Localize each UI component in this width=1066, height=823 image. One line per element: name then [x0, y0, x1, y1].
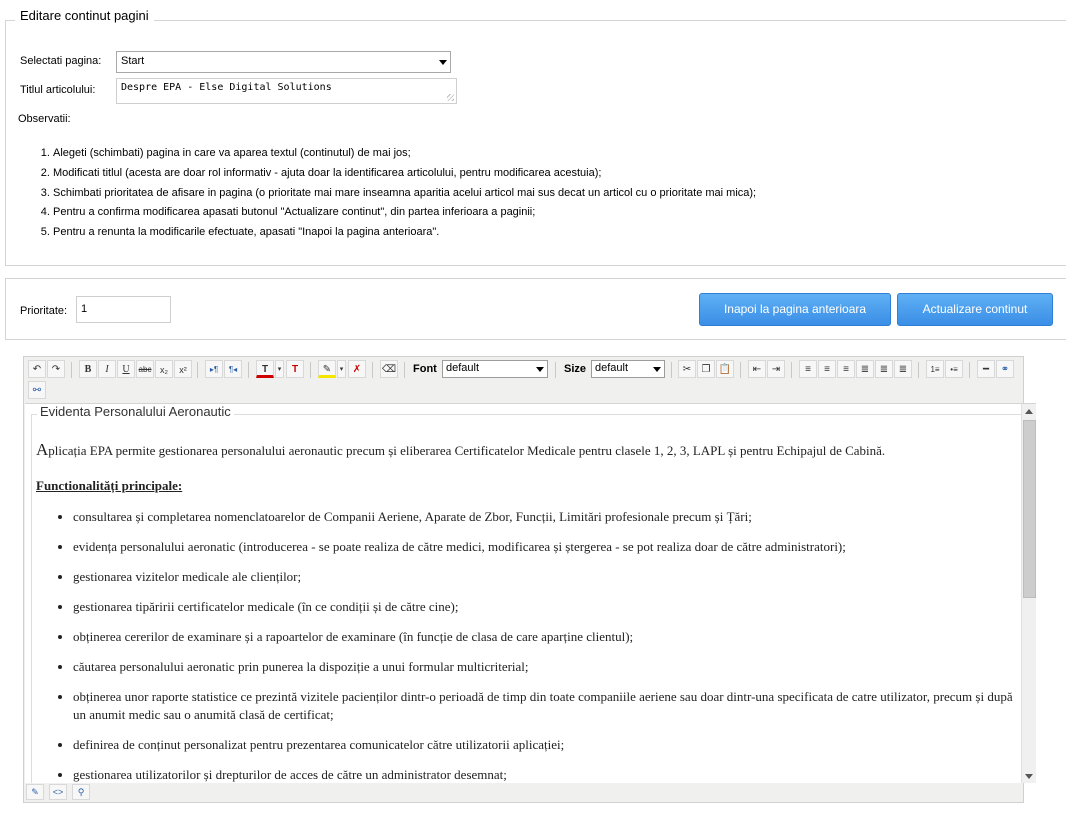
text-color-icon[interactable]: T	[256, 360, 274, 378]
design-mode-icon[interactable]: ✎	[26, 784, 44, 800]
redo-icon[interactable]: ↷	[47, 360, 65, 378]
underline-icon[interactable]: U	[117, 360, 135, 378]
strikethrough-icon[interactable]: abc	[136, 360, 154, 378]
priority-input[interactable]: 1	[76, 296, 171, 323]
toolbar-separator	[671, 362, 672, 378]
copy-icon[interactable]: ❐	[697, 360, 715, 378]
undo-icon[interactable]: ↶	[28, 360, 46, 378]
font-label: Font	[413, 363, 437, 375]
resize-grip-icon[interactable]	[447, 94, 454, 101]
toolbar-separator	[372, 362, 373, 378]
indent-icon[interactable]: ⇥	[767, 360, 785, 378]
observation-item: 3. Schimbati prioritatea de afisare in pagina (o prioritate mai mare inseamna aparitia acelui articol mai sus decat un articol cu o prioritate mai mica);	[53, 184, 756, 204]
observation-item: 1. Alegeti (schimbati) pagina in care va aparea textul (continutul) de mai jos;	[53, 144, 756, 164]
eraser-icon[interactable]: ⌫	[380, 360, 398, 378]
justify-all-icon[interactable]: ≣	[894, 360, 912, 378]
ltr-icon[interactable]: ▸¶	[205, 360, 223, 378]
editor-content-area[interactable]	[25, 403, 1036, 783]
toolbar-separator	[555, 362, 556, 378]
toolbar-separator	[791, 362, 792, 378]
align-center-icon[interactable]: ≡	[818, 360, 836, 378]
article-title-value: Despre EPA - Else Digital Solutions	[121, 82, 332, 93]
observations-label: Observatii:	[18, 113, 71, 125]
list-item: • gestionarea tipăririi certificatelor medicale (în ce condiții și de către cine);	[73, 598, 1025, 616]
scroll-down-icon[interactable]	[1025, 774, 1033, 779]
select-page-label: Selectati pagina:	[20, 55, 102, 67]
list-item: • definirea de conținut personalizat pentru prezentarea comunicatelor către utilizatorii aplicației;	[73, 736, 1025, 754]
article-title-label: Titlul articolului:	[20, 84, 96, 96]
toolbar-separator	[197, 362, 198, 378]
toolbar-separator	[71, 362, 72, 378]
size-label: Size	[564, 363, 587, 375]
select-page-dropdown[interactable]	[116, 51, 451, 73]
size-select-value: default	[595, 362, 629, 374]
drop-cap: A	[36, 440, 49, 459]
back-button[interactable]: Inapoi la pagina anterioara	[699, 293, 891, 326]
preview-icon[interactable]: ⚲	[72, 784, 90, 800]
justify-full-icon[interactable]: ≣	[875, 360, 893, 378]
font-select[interactable]	[442, 360, 548, 378]
cut-icon[interactable]: ✂	[678, 360, 696, 378]
list-item: • obținerea unor raporte statistice ce prezintă vizitele pacienților dintr-o perioadă de timp din toate companiile aeriene sau doar dintr-una specificata de catre utilizator, precum și după un anumit medic sau o anumită clasă de certificat;	[73, 688, 1025, 724]
features-heading: Functionalități principale:	[36, 478, 183, 493]
update-content-button[interactable]: Actualizare continut	[897, 293, 1053, 326]
clear-highlight-icon[interactable]: ✗	[348, 360, 366, 378]
chevron-down-icon	[439, 60, 447, 65]
list-item: • căutarea personalului aeronatic prin punerea la dispoziție a unui formular multicriterial;	[73, 658, 1025, 676]
horizontal-rule-icon[interactable]: ━	[977, 360, 995, 378]
article-title-input[interactable]	[116, 78, 457, 104]
subscript-icon[interactable]: x₂	[155, 360, 173, 378]
chevron-down-icon[interactable]: ▾	[337, 360, 346, 378]
scrollbar-thumb[interactable]	[1023, 420, 1036, 598]
intro-paragraph	[36, 440, 885, 460]
unlink-icon[interactable]: ⚯	[28, 381, 46, 399]
scroll-up-icon[interactable]	[1025, 409, 1033, 414]
highlight-icon[interactable]: ✎	[318, 360, 336, 378]
font-select-value: default	[446, 362, 480, 374]
toolbar-separator	[969, 362, 970, 378]
list-item: • consultarea și completarea nomenclatoarelor de Companii Aeriene, Aparate de Zbor, Funcții, Limitări profesionale precum și Țări;	[73, 508, 1025, 526]
features-list	[55, 508, 1025, 783]
observation-item: 4. Pentru a confirma modificarea apasati butonul "Actualizare continut", din partea inferioara a paginii;	[53, 203, 756, 223]
toolbar-separator	[918, 362, 919, 378]
list-item: • gestionarea utilizatorilor și drepturilor de acces de către un administrator desemnat;	[73, 766, 1025, 783]
intro-text: plicația EPA permite gestionarea personalului aeronautic precum și eliberarea Certificatelor Medicale pentru clasele 1, 2, 3, LAPL și pentru Echipajul de Cabină.	[48, 443, 886, 458]
priority-label: Prioritate:	[20, 305, 68, 317]
observations-list	[18, 144, 756, 243]
vertical-scrollbar[interactable]	[1021, 404, 1036, 783]
align-left-icon[interactable]: ≡	[799, 360, 817, 378]
select-page-value: Start	[121, 55, 145, 67]
justify-icon[interactable]: ≣	[856, 360, 874, 378]
source-mode-icon[interactable]: <>	[49, 784, 67, 800]
rtl-icon[interactable]: ¶◂	[224, 360, 242, 378]
align-right-icon[interactable]: ≡	[837, 360, 855, 378]
toolbar-separator	[310, 362, 311, 378]
editor-toolbar	[24, 357, 1023, 403]
unordered-list-icon[interactable]: •≡	[945, 360, 963, 378]
paste-icon[interactable]: 📋	[716, 360, 734, 378]
list-item: • gestionarea vizitelor medicale ale clienților;	[73, 568, 1025, 586]
bold-icon[interactable]: B	[79, 360, 97, 378]
edit-content-legend: Editare continut pagini	[15, 8, 154, 23]
toolbar-separator	[404, 362, 405, 378]
toolbar-separator	[740, 362, 741, 378]
content-legend: Evidenta Personalului Aeronautic	[37, 404, 234, 419]
ordered-list-icon[interactable]: 1≡	[926, 360, 944, 378]
observation-item: 2. Modificati titlul (acesta are doar rol informativ - ajuta doar la identificarea articolului, pentru modificarea acestuia);	[53, 164, 756, 184]
editor-statusbar	[24, 783, 1023, 802]
chevron-down-icon[interactable]: ▾	[275, 360, 284, 378]
list-item: • evidența personalului aeronatic (introducerea - se poate realiza de către medici, modificarea și ștergerea - se pot realiza doar de către administratori);	[73, 538, 1025, 556]
chevron-down-icon	[536, 367, 544, 372]
italic-icon[interactable]: I	[98, 360, 116, 378]
toolbar-separator	[248, 362, 249, 378]
superscript-icon[interactable]: x²	[174, 360, 192, 378]
size-select[interactable]	[591, 360, 665, 378]
observation-item: 5. Pentru a renunta la modificarile efectuate, apasati "Inapoi la pagina anterioara".	[53, 223, 756, 243]
outdent-icon[interactable]: ⇤	[748, 360, 766, 378]
list-item: • obținerea cererilor de examinare și a rapoartelor de examinare (în funcție de clasa de care aparține clientul);	[73, 628, 1025, 646]
remove-format-icon[interactable]: T	[286, 360, 304, 378]
link-icon[interactable]: ⚭	[996, 360, 1014, 378]
rich-text-editor	[23, 356, 1024, 803]
chevron-down-icon	[653, 367, 661, 372]
